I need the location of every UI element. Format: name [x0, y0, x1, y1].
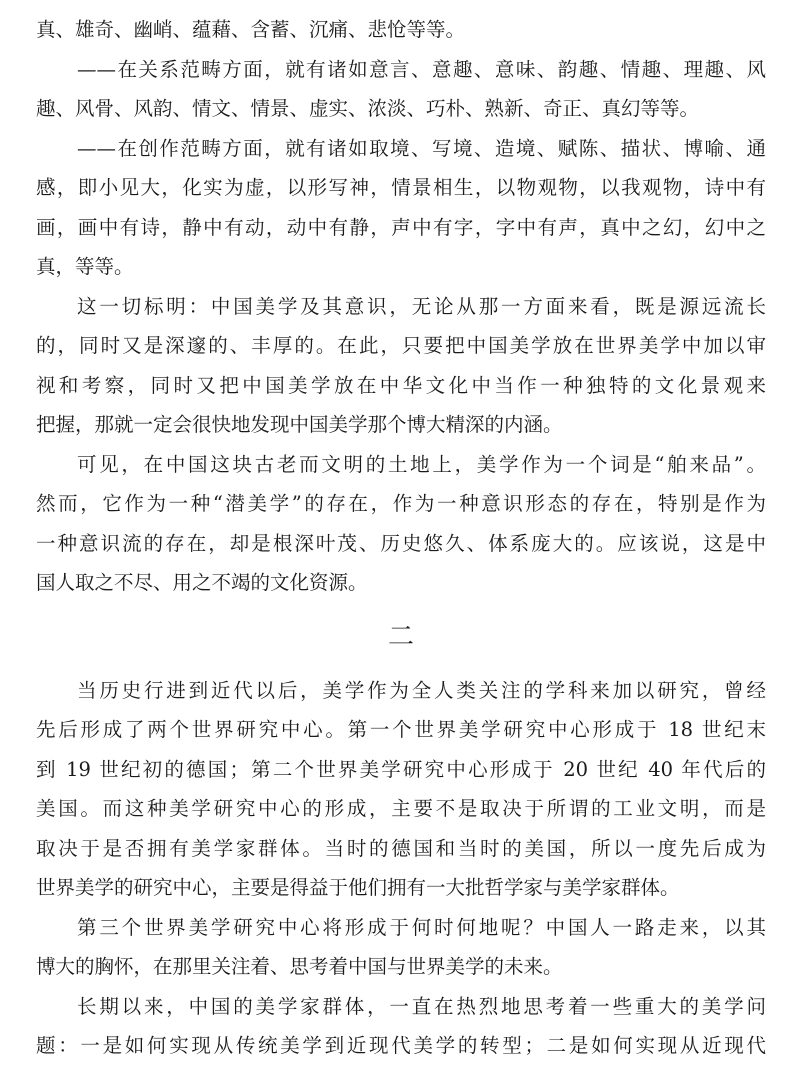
text-line: 真，等等。 [36, 255, 134, 278]
text-line: 先后形成了两个世界研究中心。第一个世界美学研究中心形成于 18 世纪末 [36, 718, 766, 741]
text-line: 视和考察，同时又把中国美学放在中华文化中当作一种独特的文化景观来 [36, 373, 766, 397]
paragraph [36, 908, 766, 987]
text-line: 一种意识流的存在，却是根深叶茂、历史悠久、体系庞大的。应该说，这是中 [36, 531, 766, 555]
text-line: 的，同时又是深邃的、丰厚的。在此，只要把中国美学放在世界美学中加以审 [36, 334, 766, 357]
text-line: 这一切标明：中国美学及其意识，无论从那一方面来看，既是源远流长 [77, 294, 766, 318]
text-line: 然而，它作为一种“潜美学”的存在，作为一种意识形态的存在，特别是作为 [36, 492, 766, 515]
text-line: 美国。而这种美学研究中心的形成，主要不是取决于所谓的工业文明，而是 [36, 797, 766, 820]
paragraph [36, 50, 766, 129]
text-line: 世界美学的研究中心，主要是得益于他们拥有一大批哲学家与美学家群体。 [36, 876, 680, 899]
text-line: 感，即小见大，化实为虚，以形写神，情景相生，以物观物，以我观物，诗中有 [36, 176, 766, 199]
text-line: 趣、风骨、风韵、情文、情景、虚实、浓淡、巧朴、熟新、奇正、真幻等等。 [36, 97, 700, 120]
text-line: ——在关系范畴方面，就有诸如意言、意趣、意味、韵趣、情趣、理趣、风 [77, 57, 766, 81]
paragraph [36, 10, 766, 50]
text-line: 题：一是如何实现从传统美学到近现代美学的转型；二是如何实现从近现代 [36, 1034, 766, 1057]
document-page [36, 10, 766, 1066]
paragraph [36, 671, 766, 908]
text-line: 博大的胸怀，在那里关注着、思考着中国与世界美学的未来。 [36, 955, 563, 978]
text-line: 长期以来，中国的美学家群体，一直在热烈地思考着一些重大的美学问 [77, 994, 766, 1018]
paragraph [36, 287, 766, 445]
text-line: 第三个世界美学研究中心将形成于何时何地呢？中国人一路走来，以其 [77, 915, 766, 939]
text-line: 画，画中有诗，静中有动，动中有静，声中有字，字中有声，真中之幻，幻中之 [36, 215, 766, 239]
section-heading: 二 [387, 621, 414, 652]
text-line: 当历史行进到近代以后，美学作为全人类关注的学科来加以研究，曾经 [77, 678, 766, 702]
text-block-bottom [36, 671, 766, 1066]
paragraph [36, 445, 766, 603]
paragraph [36, 129, 766, 287]
text-line: 把握，那就一定会很快地发现中国美学那个博大精深的内涵。 [36, 413, 563, 436]
text-line: 真、雄奇、幽峭、蕴藉、含蓄、沉痛、悲怆等等。 [36, 18, 466, 41]
text-line: 可见，在中国这块古老而文明的土地上，美学作为一个词是“舶来品”。 [77, 452, 766, 476]
text-line: 取决于是否拥有美学家群体。当时的德国和当时的美国，所以一度先后成为 [36, 836, 766, 860]
text-line: 到 19 世纪初的德国；第二个世界美学研究中心形成于 20 世纪 40 年代后的 [36, 757, 766, 781]
text-line: 国人取之不尽、用之不竭的文化资源。 [36, 571, 368, 594]
paragraph [36, 987, 766, 1066]
text-block-top [36, 10, 766, 603]
text-line: ——在创作范畴方面，就有诸如取境、写境、造境、赋陈、描状、博喻、通 [77, 136, 766, 160]
